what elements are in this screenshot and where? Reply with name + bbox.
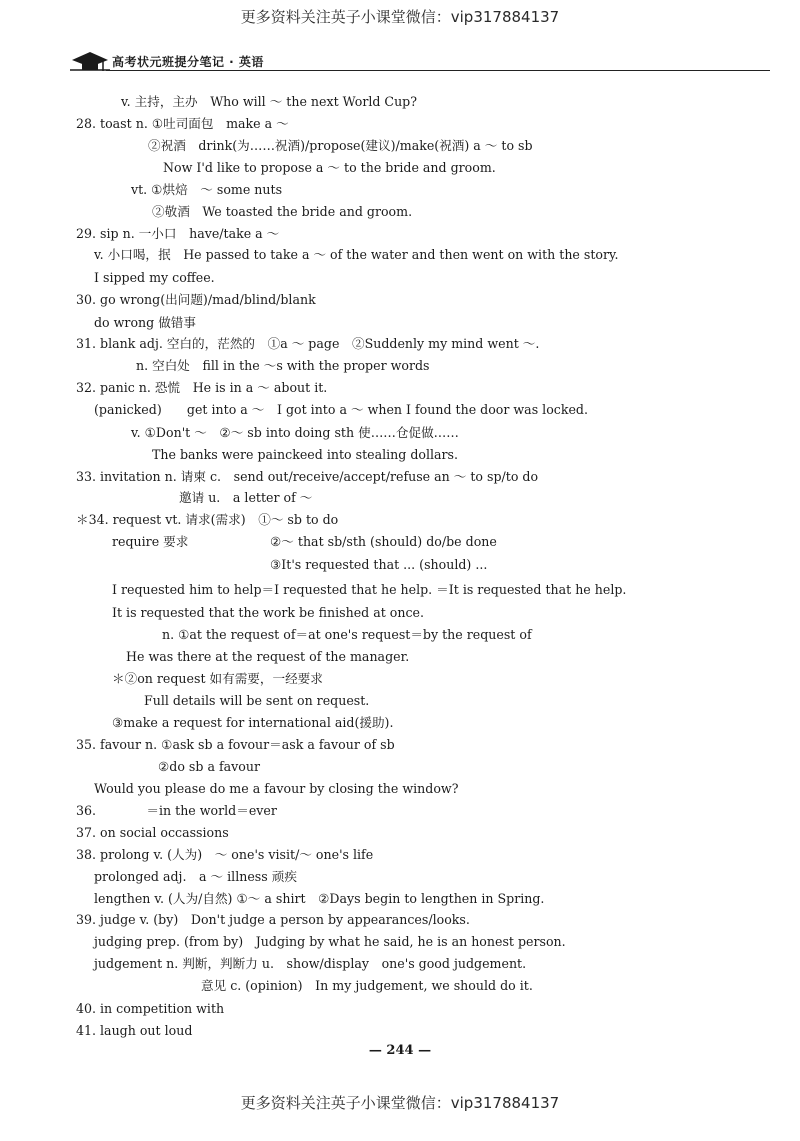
note-line: Would you please do me a favour by closing the window?	[94, 781, 459, 796]
note-line: I sipped my coffee.	[94, 270, 215, 285]
note-line: ③make a request for international aid(援助).	[112, 715, 394, 730]
note-line: judging prep. (from by) Judging by what he said, he is an honest person.	[94, 934, 566, 949]
note-line: do wrong 做错事	[94, 315, 196, 330]
note-line: vt. ①烘焙 ～ some nuts	[131, 182, 283, 197]
note-line: I requested him to help＝I requested that he help. ＝It is requested that he help.	[112, 582, 627, 597]
note-line: 31. blank adj. 空白的，茫然的 ①a ～ page ②Suddenly my mind went ～.	[76, 336, 540, 351]
note-line: 41. laugh out loud	[76, 1023, 193, 1038]
header-title: 高考状元班提分笔记 · 英语	[112, 55, 264, 69]
bottom-watermark: 更多资料关注英子小课堂微信：vip317884137	[240, 1094, 560, 1112]
note-line: Now I'd like to propose a ～ to the bride and groom.	[163, 160, 496, 175]
note-line: 36. ＝in the world＝ever	[76, 803, 277, 818]
note-line: prolonged adj. a ～ illness 顽疾	[94, 869, 297, 884]
note-line: 32. panic n. 恐慌 He is in a ～ about it.	[76, 380, 328, 395]
note-line: ②敬酒 We toasted the bride and groom.	[152, 204, 413, 219]
note-line: judgement n. 判断，判断力 u. show/display one's good judgement.	[94, 956, 527, 971]
note-line: 意见 c. (opinion) In my judgement, we should do it.	[201, 978, 533, 993]
note-line: It is requested that the work be finished at once.	[112, 605, 424, 620]
note-line: Full details will be sent on request.	[144, 693, 370, 708]
note-line: v. 小口喝，抿 He passed to take a ～ of the water and then went on with the story.	[94, 247, 619, 262]
note-line: ＊②on request 如有需要，一经要求	[112, 671, 323, 686]
note-line: require 要求	[112, 534, 189, 549]
note-line: 40. in competition with	[76, 1001, 225, 1016]
note-line: ②～ that sb/sth (should) do/be done	[270, 534, 497, 549]
note-line: lengthen v. (人为/自然) ①～ a shirt ②Days begin to lengthen in Spring.	[94, 891, 545, 906]
note-line: He was there at the request of the manager.	[126, 649, 410, 664]
page-number: — 244 —	[368, 1043, 432, 1058]
note-line: 38. prolong v. (人为) ～ one's visit/～ one's life	[76, 847, 374, 862]
note-line: n. ①at the request of＝at one's request＝by the request of	[162, 627, 532, 642]
note-line: ＊34. request vt. 请求(需求) ①～ sb to do	[76, 512, 339, 527]
note-line: 30. go wrong(出问题)/mad/blind/blank	[76, 292, 316, 307]
note-line: n. 空白处 fill in the ～s with the proper words	[136, 358, 430, 373]
note-line: 邀请 u. a letter of ～	[179, 490, 313, 505]
top-watermark: 更多资料关注英子小课堂微信：vip317884137	[240, 8, 560, 26]
note-line: The banks were painckeed into stealing dollars.	[152, 447, 459, 462]
note-line: 35. favour n. ①ask sb a fovour＝ask a favour of sb	[76, 737, 395, 752]
note-line: 39. judge v. (by) Don't judge a person by appearances/looks.	[76, 912, 470, 927]
note-line: 37. on social occassions	[76, 825, 229, 840]
note-line: ②祝酒 drink(为……祝酒)/propose(建议)/make(祝酒) a ～ to sb	[148, 138, 533, 153]
note-line: ②do sb a favour	[158, 759, 260, 774]
note-line: 29. sip n. 一小口 have/take a ～	[76, 226, 280, 241]
note-line: 33. invitation n. 请柬 c. send out/receive/accept/refuse an ～ to sp/to do	[76, 469, 539, 484]
note-line: v. ①Don't ～ ②～ sb into doing sth 使……仓促做……	[131, 425, 459, 440]
note-line: 28. toast n. ①吐司面包 make a ～	[76, 116, 289, 131]
note-line: ③It's requested that ... (should) ...	[270, 557, 488, 572]
note-line: (panicked) get into a ～ I got into a ～ when I found the door was locked.	[94, 402, 588, 417]
note-line: v. 主持，主办 Who will ～ the next World Cup?	[121, 94, 417, 109]
